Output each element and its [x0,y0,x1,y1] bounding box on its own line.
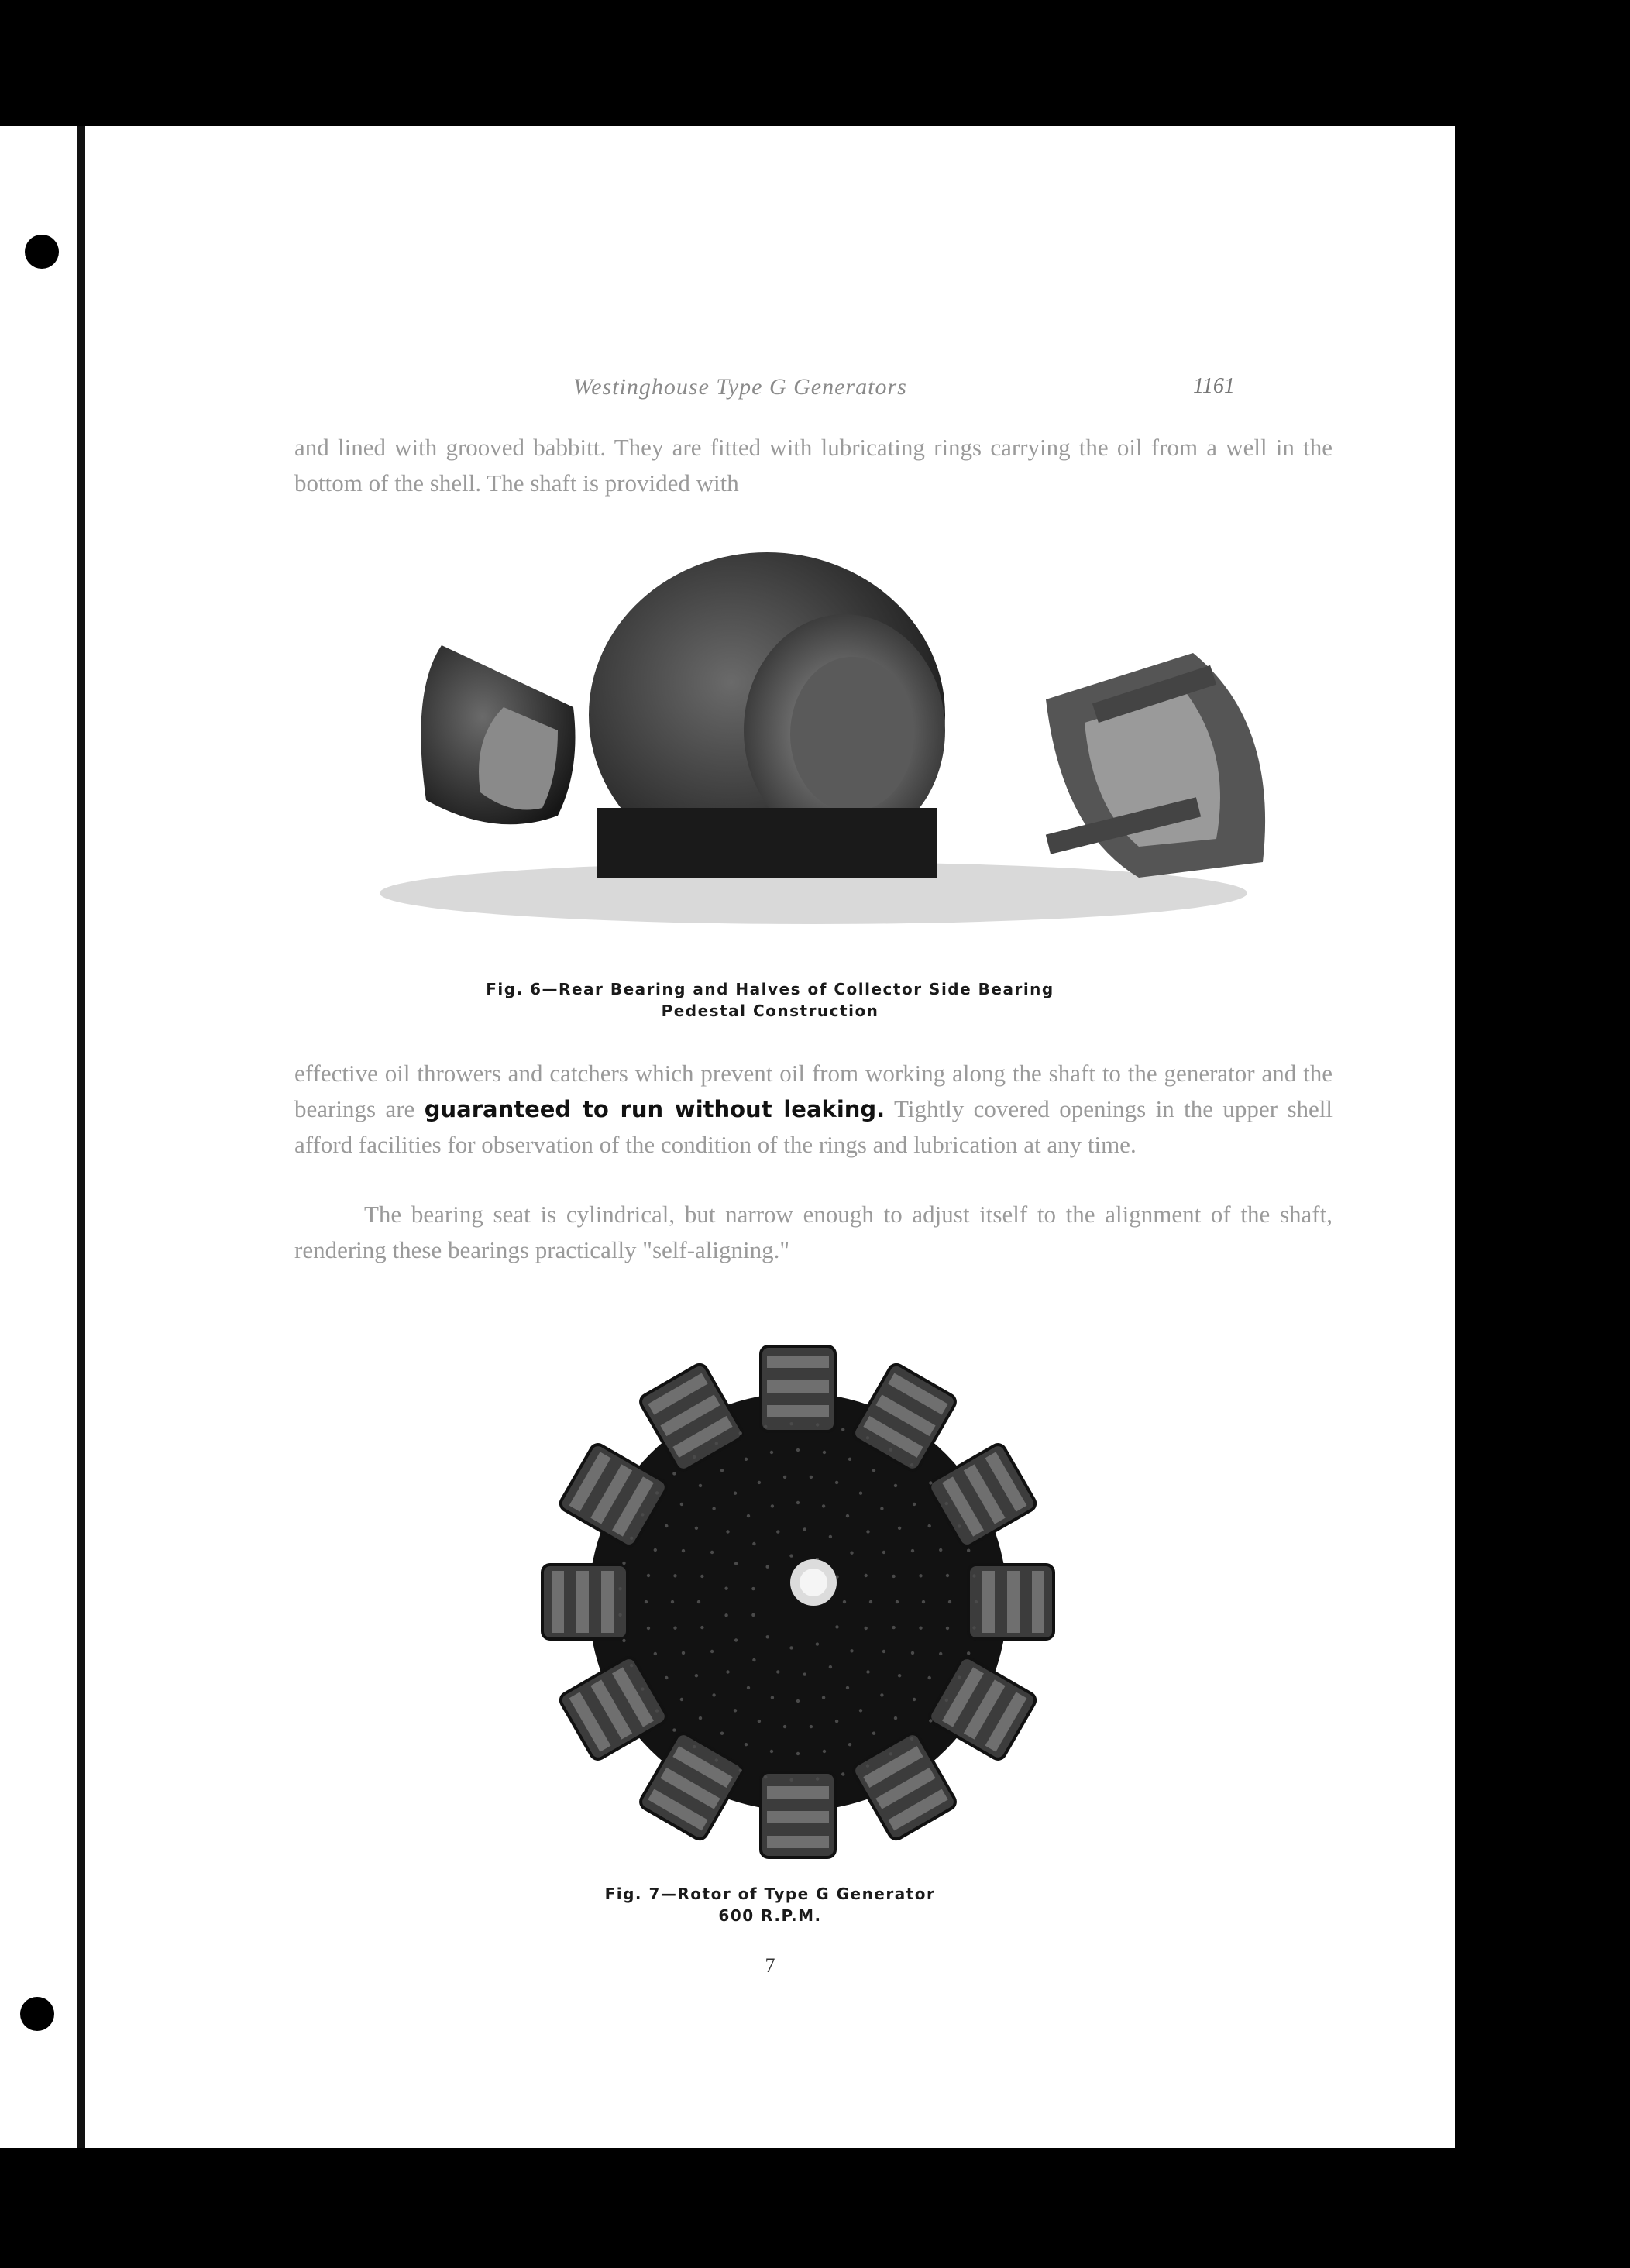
fig7-rivet-dot [673,1627,676,1630]
fig7-rivet-dot [866,1765,869,1768]
fig7-rivet-dot [654,1548,657,1552]
fig7-rivet-dot [958,1675,961,1679]
fig7-rivet-dot [841,1772,844,1775]
fig7-rivet-dot [865,1574,868,1577]
fig7-rivet-dot [911,1651,914,1655]
fig7-rivet-dot [823,1750,826,1753]
fig7-rivet-dot [783,1476,786,1479]
fig7-rivet-dot [889,1448,892,1452]
paragraph-middle-part-b: Tightly covered openings in the upper shell afford facilities for observation of the condition of the rings and lubrication at any time. [294,1095,1333,1158]
fig7-rivet-dot [641,1513,644,1516]
fig7-rivet-dot [898,1674,901,1677]
fig7-pole-winding [601,1571,614,1633]
fig7-rivet-dot [967,1549,970,1552]
fig7-rivet-dot [673,1574,676,1577]
fig7-rivet-dot [776,1530,779,1533]
document-page [85,126,1455,2148]
fig7-rivet-dot [846,1686,849,1689]
running-header-page-number: 1161 [1193,374,1235,398]
fig7-rivet-dot [910,1737,913,1741]
fig7-rivet-dot [866,1436,869,1439]
fig7-rivet-dot [655,1491,659,1494]
fig7-rivet-dot [880,1507,883,1510]
fig7-rivet-dot [695,1527,698,1530]
fig7-rivet-dot [699,1484,702,1487]
fig7-rivet-dot [829,1665,832,1668]
fig7-rivet-dot [866,1530,869,1533]
figure-6-caption-line1: Fig. 6—Rear Bearing and Halves of Collector Side Bearing [486,980,1054,998]
fig7-rivet-dot [641,1687,644,1690]
fig7-rivet-dot [919,1627,922,1630]
fig7-rivet-dot [846,1514,849,1517]
fig7-rivet-dot [622,1562,625,1565]
fig7-rivet-dot [712,1693,715,1696]
fig7-shaft-hole-inner [800,1569,827,1596]
fig7-rivet-dot [810,1476,813,1479]
fig7-rivet-dot [946,1627,949,1630]
fig7-rivet-dot [630,1664,633,1667]
fig7-rivet-dot [882,1551,885,1554]
fig7-rivet-dot [829,1535,832,1538]
fig7-rivet-dot [672,1728,676,1731]
fig7-rivet-dot [770,1451,773,1454]
fig7-rivet-dot [850,1649,853,1652]
fig7-rivet-dot [919,1574,922,1577]
fig7-rivet-dot [654,1652,657,1655]
fig7-rivet-dot [618,1613,621,1617]
fig7-rivet-dot [771,1696,774,1699]
fig7-rivet-dot [945,1699,948,1702]
fig7-rivet-dot [866,1670,869,1673]
fig7-rivet-dot [724,1613,727,1617]
fig7-rivet-dot [945,1502,948,1505]
fig7-rivet-dot [789,1646,793,1649]
fig7-rivet-dot [859,1709,862,1712]
fig7-rivet-dot [946,1574,949,1577]
fig7-pole-winding [767,1836,829,1848]
fig7-rivet-dot [810,1725,813,1728]
paragraph-middle-bold: guaranteed to run without leaking. [424,1096,885,1122]
fig7-rivet-dot [655,1709,659,1712]
fig7-pole-winding [982,1571,995,1633]
fig7-rivet-dot [796,1752,800,1755]
fig7-rivet-dot [894,1716,897,1720]
fig7-pole-winding [767,1811,829,1823]
fig7-rivet-dot [911,1549,914,1552]
fig7-rivet-dot [803,1527,806,1531]
fig7-rivet-dot [747,1686,750,1689]
fig7-rivet-dot [823,1451,826,1454]
fig7-rivet-dot [665,1676,668,1679]
fig7-rivet-dot [751,1613,755,1617]
fig7-rivet-dot [682,1549,685,1552]
figure-7-caption-line1: Fig. 7—Rotor of Type G Generator [604,1885,936,1903]
fig7-rivet-dot [697,1600,700,1603]
fig7-rivet-dot [796,1699,800,1703]
fig7-rivet-dot [789,1422,793,1425]
fig7-rivet-dot [816,1423,819,1426]
fig7-rivet-dot [647,1627,650,1630]
fig7-rivet-dot [776,1670,779,1673]
fig7-rivet-dot [647,1574,650,1577]
fig7-pole-winding [767,1380,829,1393]
fig7-rivet-dot [693,1455,696,1459]
fig7-rivet-dot [710,1650,714,1653]
fig7-rivet-dot [922,1600,925,1603]
punch-hole-bottom-left [20,1997,54,2031]
paragraph-middle-part-a: effective oil throwers and catchers which prevent oil from working along the shaft to the generator and the bearings are [294,1060,1333,1122]
fig7-rivet-dot [803,1672,806,1675]
fig7-rivet-dot [695,1674,698,1677]
fig7-rivet-dot [929,1481,932,1484]
fig7-rivet-dot [680,1698,683,1701]
left-page-edge [0,126,77,2148]
fig7-rivet-dot [928,1676,931,1679]
fig7-rivet-dot [789,1778,793,1782]
fig7-rivet-dot [892,1626,895,1629]
fig7-pole-winding [1007,1571,1020,1633]
fig7-pole-winding [767,1405,829,1418]
fig7-rivet-dot [958,1524,961,1527]
fig7-rotor-body [589,1393,1007,1811]
fig7-rivet-dot [764,1775,767,1778]
fig7-rivet-dot [739,1769,742,1772]
fig7-rivet-dot [758,1481,761,1484]
fig7-rivet-dot [929,1719,932,1722]
figure-6-caption [85,978,1455,1022]
fig7-rivet-dot [972,1626,975,1629]
fig7-rivet-dot [645,1600,648,1603]
fig7-rivet-dot [894,1484,897,1487]
fig7-rivet-dot [671,1600,674,1603]
fig7-rivet-dot [843,1600,846,1603]
figure-7-caption-line2: 600 R.P.M. [718,1906,822,1925]
fig7-pole-winding [552,1571,564,1633]
figure-7-rotor-image [519,1319,1077,1885]
fig7-rivet-dot [859,1492,862,1495]
fig7-rivet-dot [939,1548,942,1552]
fig7-rivet-dot [848,1743,851,1746]
binding-fold [77,126,85,2148]
running-header-title: Westinghouse Type G Generators [573,374,907,400]
fig7-rivet-dot [715,1758,718,1761]
fig7-rivet-dot [766,1635,769,1638]
fig7-pole-winding [576,1571,589,1633]
fig7-rivet-dot [758,1720,761,1723]
fig7-rivet-dot [622,1639,625,1642]
fig7-rivet-dot [896,1600,899,1603]
fig7-rivet-dot [816,1642,819,1645]
fig7-rivet-dot [948,1600,951,1603]
fig7-rivet-dot [720,1469,724,1472]
fig7-rivet-dot [835,1625,838,1628]
fig6-center-foot [597,808,937,878]
fig7-pole-winding [1032,1571,1044,1633]
fig7-rivet-dot [665,1524,668,1527]
fig7-rivet-dot [835,1481,838,1484]
fig7-rivet-dot [796,1501,800,1504]
fig7-rivet-dot [766,1565,769,1569]
figure-6-caption-line2: Pedestal Construction [661,1002,879,1020]
fig7-rivet-dot [789,1554,793,1557]
fig7-rivet-dot [672,1472,676,1475]
fig7-rivet-dot [770,1750,773,1753]
fig7-rivet-dot [835,1720,838,1723]
fig7-rivet-dot [693,1745,696,1748]
fig7-rivet-dot [680,1503,683,1506]
fig7-rivet-dot [822,1504,825,1507]
fig7-rivet-dot [747,1514,750,1517]
figure-7-caption [85,1883,1455,1926]
fig7-rivet-dot [700,1626,703,1629]
fig7-rivet-dot [841,1428,844,1431]
fig7-rivet-dot [712,1507,715,1510]
fig7-rivet-dot [745,1458,748,1461]
fig7-rivet-dot [752,1658,755,1661]
fig7-rivet-dot [913,1503,916,1506]
fig7-rivet-dot [720,1732,724,1735]
fig7-rivet-dot [710,1551,714,1554]
fig7-rivet-dot [618,1587,621,1590]
fig6-center-bore-inner [790,657,914,812]
fig7-rivet-dot [726,1530,729,1533]
fig7-rivet-dot [880,1693,883,1696]
fig7-rivet-dot [734,1638,738,1641]
fig7-rivet-dot [972,1574,975,1577]
fig7-rivet-dot [726,1670,729,1673]
fig7-rivet-dot [724,1587,727,1590]
fig7-rivet-dot [734,1562,738,1565]
fig7-rivet-dot [967,1651,970,1655]
fig7-rivet-dot [872,1469,875,1472]
fig7-rivet-dot [848,1458,851,1461]
fig7-rivet-dot [850,1552,853,1555]
fig7-rivet-dot [928,1524,931,1527]
fig7-rivet-dot [682,1651,685,1655]
fig7-rivet-dot [816,1777,819,1780]
fig7-rivet-dot [734,1492,737,1495]
fig7-rivet-dot [630,1537,633,1540]
paragraph-bearing-seat: The bearing seat is cylindrical, but narrow enough to adjust itself to the alignment of the shaft, rendering these bearings practically "self-aligning." [294,1201,1333,1263]
fig7-rivet-dot [865,1627,868,1630]
punch-hole-top-left [25,235,59,269]
fig7-rivet-dot [752,1542,755,1545]
paragraph-middle [294,1056,1333,1163]
fig7-rivet-dot [869,1600,872,1603]
fig7-rivet-dot [882,1650,885,1653]
fig7-rivet-dot [889,1752,892,1755]
fig7-rivet-dot [939,1652,942,1655]
fig7-rivet-dot [783,1725,786,1728]
fig7-rivet-dot [715,1442,718,1445]
fig7-rivet-dot [898,1527,901,1530]
fig7-rivet-dot [892,1575,895,1578]
fig7-rivet-dot [872,1732,875,1735]
figure-6-bearing-image [318,537,1340,940]
page-folio: 7 [765,1954,775,1977]
fig7-rivet-dot [699,1716,702,1720]
fig7-rivet-dot [822,1696,825,1699]
fig7-rivet-dot [764,1425,767,1428]
fig7-rivet-dot [734,1709,737,1712]
fig7-rivet-dot [739,1431,742,1435]
fig7-rivet-dot [745,1743,748,1746]
fig7-pole-winding [767,1786,829,1799]
paragraph-top: and lined with grooved babbitt. They are fitted with lubricating rings carrying the oil from a well in the bottom of the shell. The shaft is provided with [294,434,1333,497]
fig7-pole-winding [767,1356,829,1368]
fig7-rivet-dot [910,1463,913,1466]
fig7-rivet-dot [751,1587,755,1590]
fig7-rivet-dot [700,1575,703,1578]
fig7-rivet-dot [913,1698,916,1701]
fig7-rivet-dot [975,1600,978,1603]
fig7-rivet-dot [771,1504,774,1507]
fig7-rivet-dot [796,1448,800,1452]
